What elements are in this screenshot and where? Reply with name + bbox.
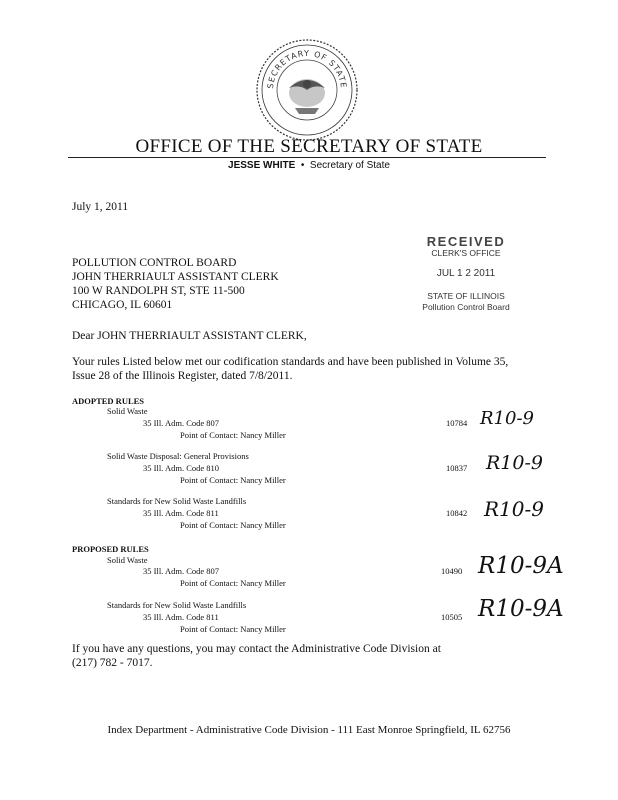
- secretary-name: JESSE WHITE: [228, 160, 296, 171]
- header-divider-end: [520, 157, 546, 158]
- closing-line-2: (217) 782 - 7017.: [72, 657, 153, 669]
- header-divider: [68, 157, 536, 158]
- stamp-date: JUL 1 2 2011: [436, 268, 496, 279]
- proposed-2-page: 10505: [441, 612, 463, 622]
- salutation: Dear JOHN THERRIAULT ASSISTANT CLERK,: [72, 330, 307, 342]
- separator-dot: •: [298, 160, 308, 171]
- footer-address: Index Department - Administrative Code Division - 111 East Monroe Springfield, IL 62756: [107, 724, 511, 736]
- adopted-1-code: 35 Ill. Adm. Code 807: [143, 418, 220, 428]
- adopted-1-page: 10784: [446, 418, 468, 428]
- adopted-1-handwritten-note: R10-9: [480, 408, 534, 429]
- adopted-1-title: Solid Waste: [107, 406, 148, 416]
- proposed-1-code: 35 Ill. Adm. Code 807: [143, 566, 220, 576]
- proposed-heading: PROPOSED RULES: [72, 544, 149, 554]
- seal-text: SECRETARY OF STATE: [265, 49, 349, 90]
- proposed-1-title: Solid Waste: [107, 555, 148, 565]
- adopted-3-handwritten-note: R10-9: [484, 497, 544, 521]
- adopted-3-page: 10842: [446, 508, 468, 518]
- state-seal: [255, 38, 359, 142]
- proposed-2-contact: Point of Contact: Nancy Miller: [180, 624, 286, 634]
- adopted-3-code: 35 Ill. Adm. Code 811: [143, 508, 219, 518]
- letter-date: July 1, 2011: [72, 201, 129, 213]
- address-line-3: 100 W RANDOLPH ST, STE 11-500: [72, 285, 245, 297]
- address-line-4: CHICAGO, IL 60601: [72, 299, 173, 311]
- stamp-clerks-office: CLERK'S OFFICE: [431, 248, 501, 258]
- proposed-1-page: 10490: [441, 566, 463, 576]
- secretary-role: Secretary of State: [309, 160, 390, 171]
- stamp-received: RECEIVED: [426, 234, 506, 249]
- adopted-2-handwritten-note: R10-9: [486, 452, 543, 474]
- adopted-2-page: 10837: [446, 463, 468, 473]
- address-line-1: POLLUTION CONTROL BOARD: [72, 257, 237, 269]
- stamp-board: Pollution Control Board: [422, 302, 510, 312]
- secretary-line: [0, 160, 618, 171]
- proposed-2-title: Standards for New Solid Waste Landfills: [107, 600, 247, 610]
- adopted-1-contact: Point of Contact: Nancy Miller: [180, 430, 286, 440]
- proposed-2-code: 35 Ill. Adm. Code 811: [143, 612, 219, 622]
- proposed-1-handwritten-note: R10-9A: [478, 553, 564, 579]
- closing-line-1: If you have any questions, you may contact the Administrative Code Division at: [72, 643, 441, 655]
- intro-line-1: Your rules Listed below met our codification standards and have been published in Volume 35,: [72, 356, 509, 368]
- adopted-2-contact: Point of Contact: Nancy Miller: [180, 475, 286, 485]
- stamp-state: STATE OF ILLINOIS: [427, 291, 505, 301]
- intro-line-2: Issue 28 of the Illinois Register, dated 7/8/2011.: [72, 370, 293, 382]
- adopted-3-title: Standards for New Solid Waste Landfills: [107, 496, 247, 506]
- proposed-1-contact: Point of Contact: Nancy Miller: [180, 578, 286, 588]
- adopted-heading: ADOPTED RULES: [72, 396, 145, 406]
- adopted-2-code: 35 Ill. Adm. Code 810: [143, 463, 220, 473]
- adopted-2-title: Solid Waste Disposal: General Provisions: [107, 451, 249, 461]
- address-line-2: JOHN THERRIAULT ASSISTANT CLERK: [72, 271, 279, 283]
- proposed-2-handwritten-note: R10-9A: [478, 596, 564, 622]
- office-title: OFFICE OF THE SECRETARY OF STATE: [135, 136, 483, 157]
- adopted-3-contact: Point of Contact: Nancy Miller: [180, 520, 286, 530]
